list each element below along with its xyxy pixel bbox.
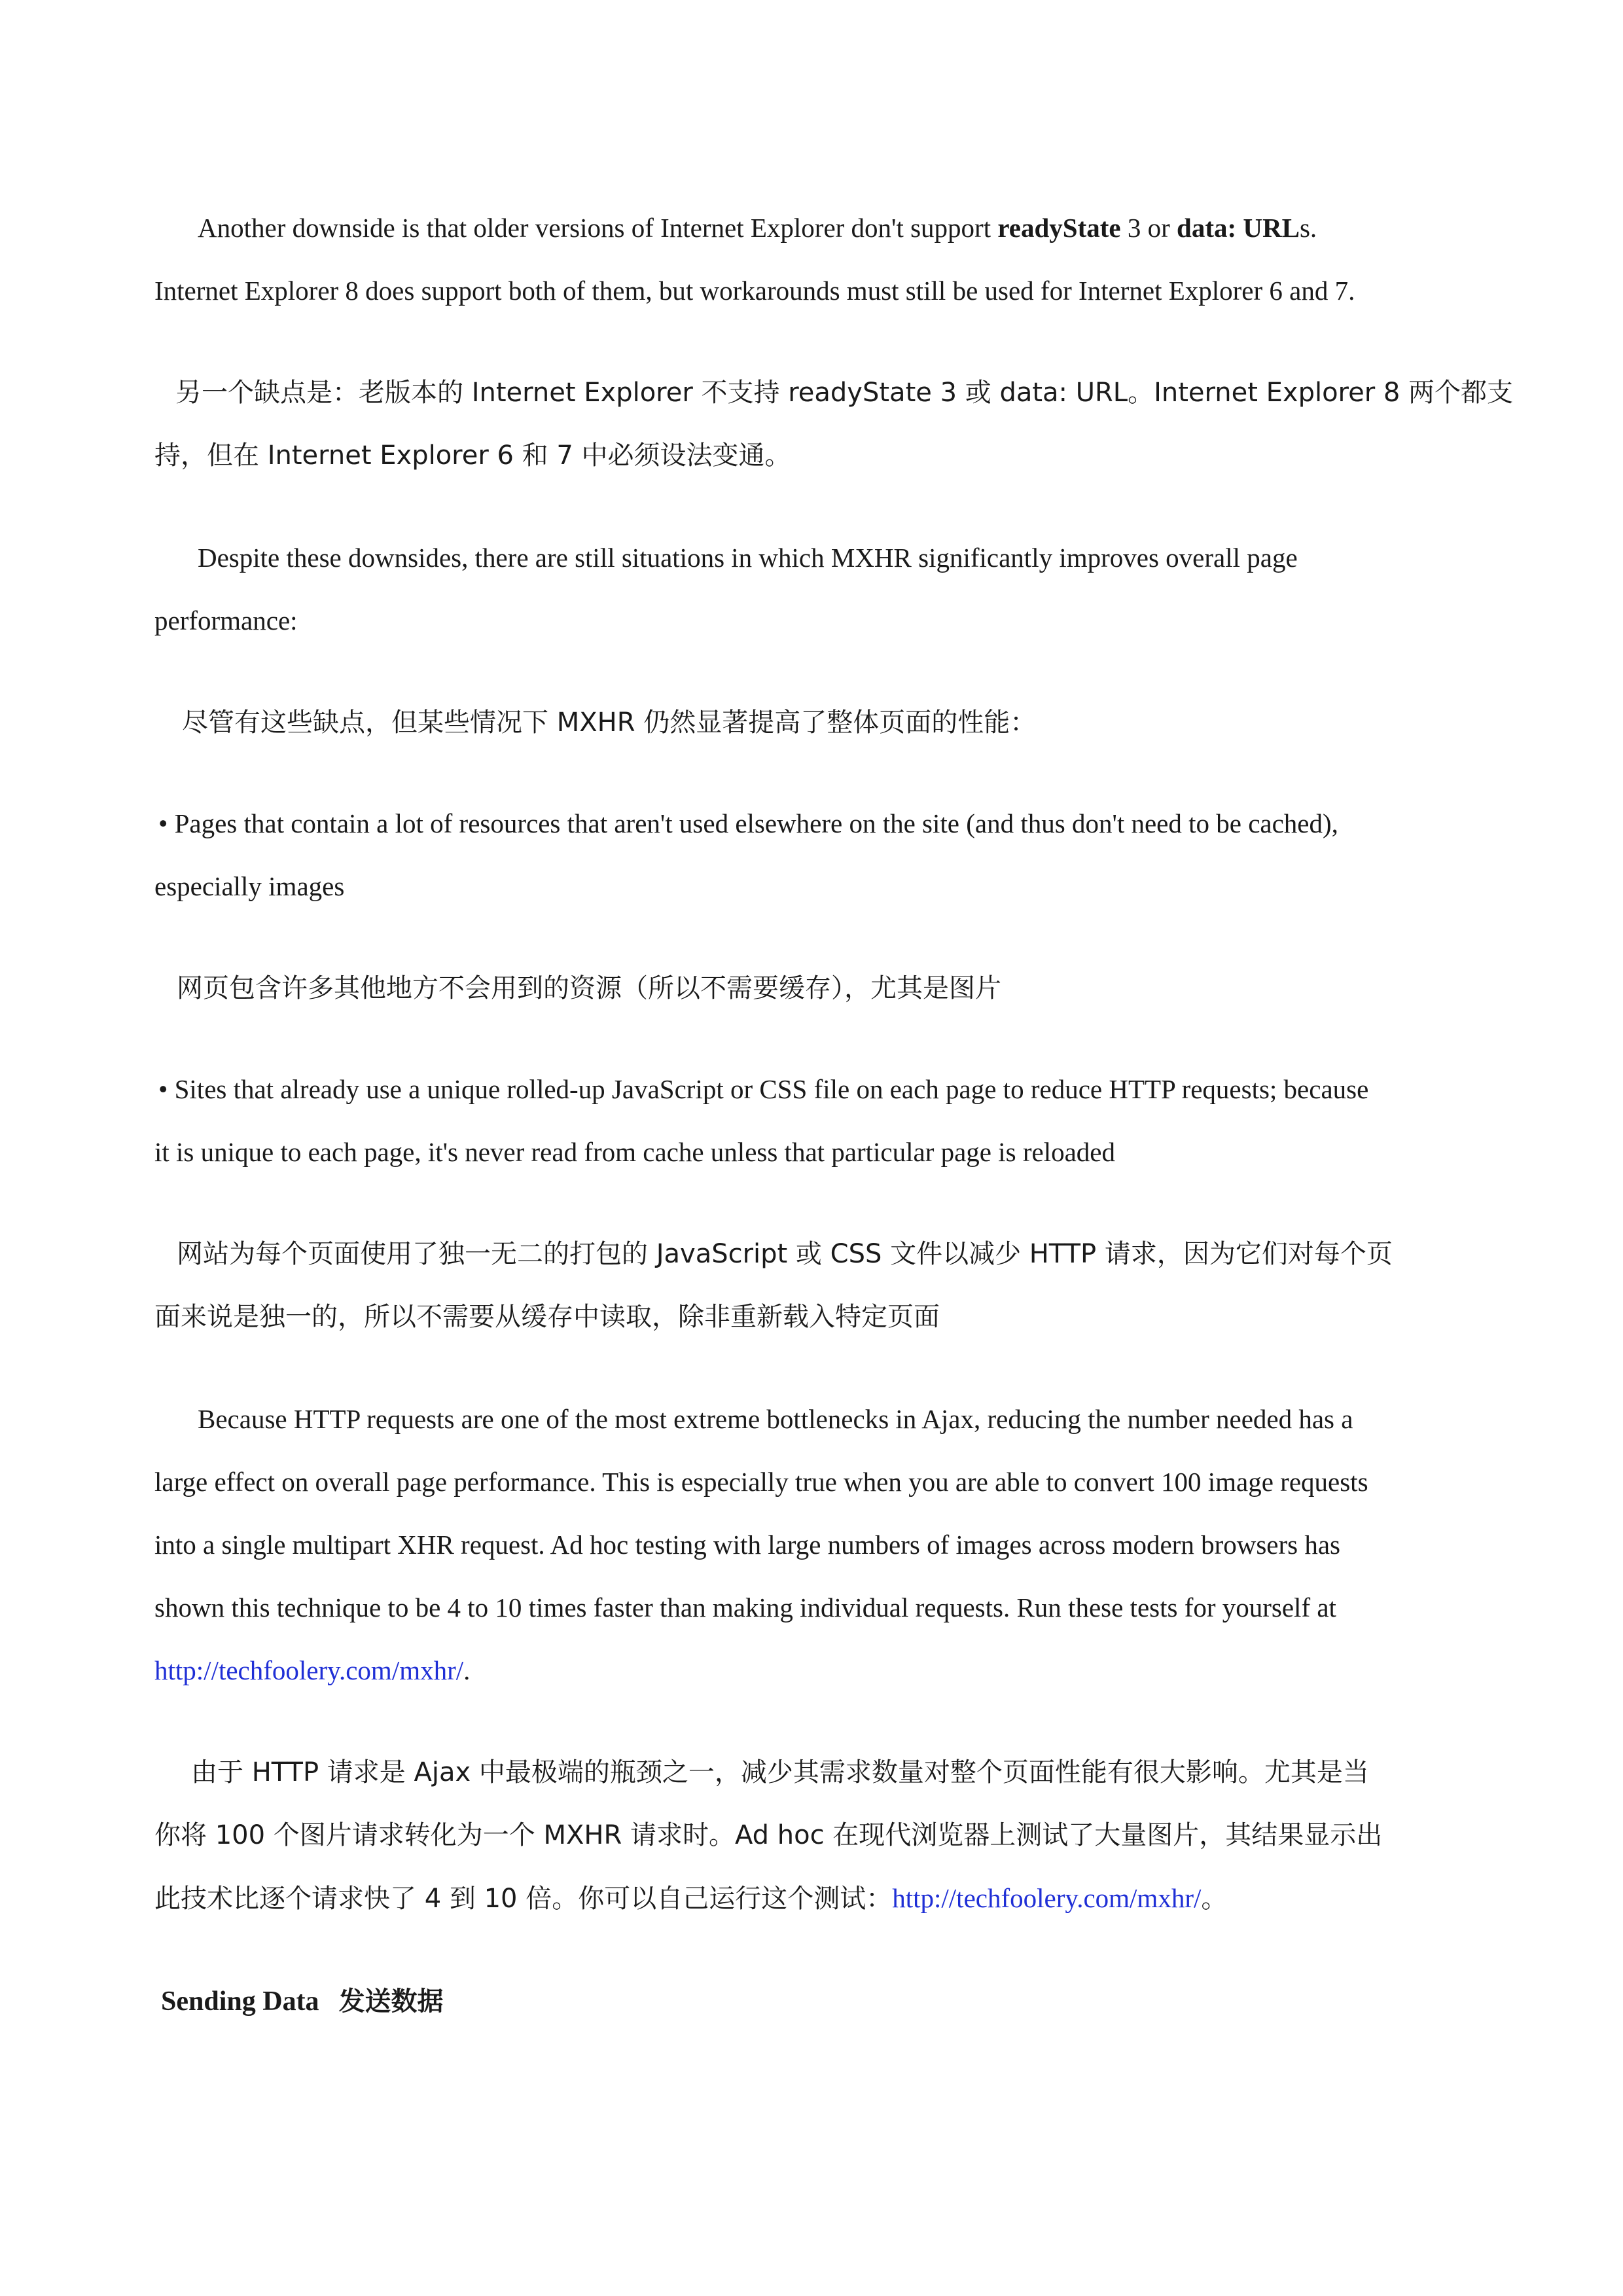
- paragraph-3-line-4: shown this technique to be 4 to 10 times faster than making individual requests. Run these tests for yourself at: [154, 1592, 1336, 1623]
- paragraph-3-zh-line-2: 你将 100 个图片请求转化为一个 MXHR 请求时。Ad hoc 在现代浏览器上测试了大量图片，其结果显示出: [154, 1820, 1383, 1850]
- text-span: 3 or: [1120, 213, 1177, 243]
- text-span: 。: [1201, 1884, 1228, 1914]
- heading-zh: 发送数据: [338, 1986, 444, 2017]
- paragraph-2-line-1: Despite these downsides, there are still situations in which MXHR significantly improves overall page: [198, 543, 1298, 573]
- paragraph-3-zh-line-1: 由于 HTTP 请求是 Ajax 中最极端的瓶颈之一，减少其需求数量对整个页面性能有很大影响。尤其是当: [191, 1757, 1369, 1787]
- paragraph-1-line-1: [198, 209, 1317, 246]
- paragraph-3-line-1: Because HTTP requests are one of the most extreme bottlenecks in Ajax, reducing the number needed has a: [198, 1404, 1353, 1434]
- section-heading: [161, 1983, 444, 2020]
- paragraph-1-zh-line-2: 持，但在 Internet Explorer 6 和 7 中必须设法变通。: [154, 440, 791, 471]
- bullet-1-line-1: • Pages that contain a lot of resources that aren't used elsewhere on the site (and thus don't need to be cached),: [158, 808, 1338, 838]
- paragraph-1-line-2: Internet Explorer 8 does support both of them, but workarounds must still be used for Internet Explorer 6 and 7.: [154, 276, 1355, 306]
- paragraph-2-zh-line-1: 尽管有这些缺点，但某些情况下 MXHR 仍然显著提高了整体页面的性能：: [182, 708, 1037, 738]
- techfoolery-link[interactable]: http://techfoolery.com/mxhr/: [154, 1655, 464, 1685]
- paragraph-3-line-2: large effect on overall page performance. This is especially true when you are able to convert 100 image requests: [154, 1467, 1368, 1497]
- text-span: s.: [1299, 213, 1317, 243]
- paragraph-2-line-2: performance:: [154, 605, 298, 636]
- heading-en: Sending Data: [161, 1986, 319, 2017]
- bullet-2-line-2: it is unique to each page, it's never read from cache unless that particular page is reloaded: [154, 1137, 1115, 1167]
- text-span: 此技术比逐个请求快了 4 到 10 倍。你可以自己运行这个测试：: [154, 1884, 893, 1914]
- text-span: .: [463, 1655, 471, 1685]
- bullet-2-zh-line-1: 网站为每个页面使用了独一无二的打包的 JavaScript 或 CSS 文件以减少 HTTP 请求，因为它们对每个页: [177, 1239, 1393, 1269]
- bullet-1-zh-line-1: 网页包含许多其他地方不会用到的资源（所以不需要缓存），尤其是图片: [177, 973, 1001, 1003]
- bullet-1-line-2: especially images: [154, 871, 345, 901]
- bullet-2-zh-line-2: 面来说是独一的，所以不需要从缓存中读取，除非重新载入特定页面: [154, 1302, 940, 1332]
- bullet-2-line-1: • Sites that already use a unique rolled-up JavaScript or CSS file on each page to reduce HTTP requests; because: [158, 1074, 1369, 1104]
- code-term-data-url: data: URL: [1177, 213, 1300, 243]
- text-span: Another downside is that older versions of Internet Explorer don't support: [198, 213, 998, 243]
- paragraph-3-line-5: [154, 1652, 470, 1689]
- code-term-readystate: readyState: [997, 213, 1121, 243]
- paragraph-3-line-3: into a single multipart XHR request. Ad hoc testing with large numbers of images across modern browsers has: [154, 1530, 1341, 1560]
- paragraph-1-zh-line-1: 另一个缺点是：老版本的 Internet Explorer 不支持 readyState 3 或 data: URL。Internet Explorer 8 两个都支: [175, 378, 1514, 408]
- techfoolery-link-zh[interactable]: http://techfoolery.com/mxhr/: [892, 1883, 1202, 1913]
- paragraph-3-zh-line-3: [154, 1880, 1227, 1917]
